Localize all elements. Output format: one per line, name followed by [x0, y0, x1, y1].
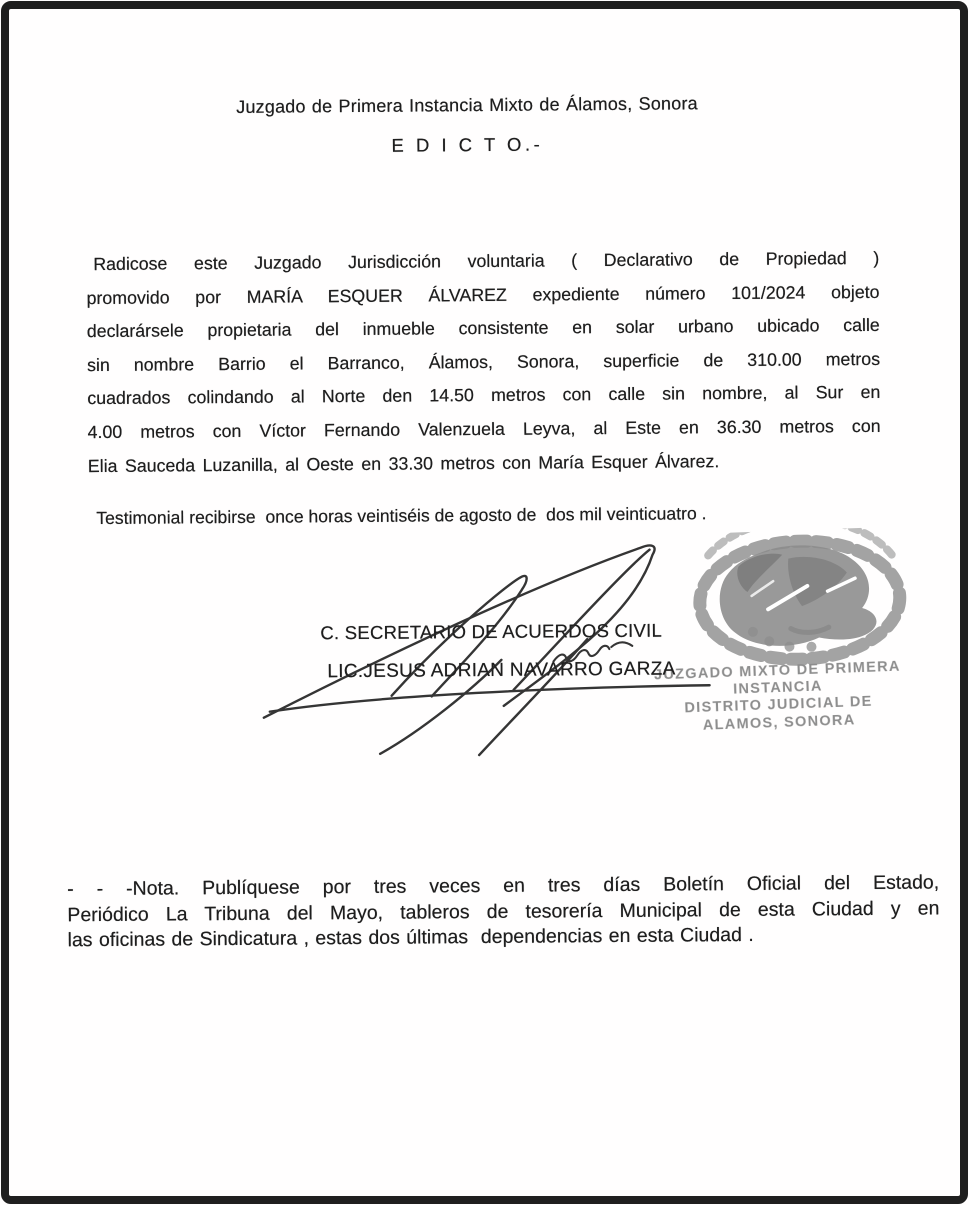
stamp-text-line: ALAMOS, SONORA [702, 711, 856, 734]
note-line: Periódico La Tribuna del Mayo, tableros de tesorería Municipal de esta Ciudad y en [67, 897, 940, 926]
stamp-text-line: DISTRITO JUDICIAL DE [684, 694, 873, 717]
note-line: - - -Nota. Publíquese por tres veces en tres días Boletín Oficial del Estado, [67, 871, 940, 901]
note-line: las oficinas de Sindicatura , estas dos últimas dependencias en esta Ciudad . [67, 924, 754, 952]
paragraph-line: 4.00 metros con Víctor Fernando Valenzuela Leyva, al Este en 36.30 metros con [87, 415, 881, 443]
court-title: Juzgado de Primera Instancia Mixto de Álamos, Sonora [236, 93, 698, 117]
paragraph-line: declarársele propietaria del inmueble consistente en solar urbano ubicado calle [86, 315, 880, 342]
secretary-name: LIC.JESUS ADRIAN NAVARRO GARZA [327, 658, 676, 683]
publication-note [67, 870, 940, 954]
paragraph-line: cuadrados colindando al Norte den 14.50 metros con calle sin nombre, al Sur en [87, 382, 881, 409]
signature-scribble [250, 518, 732, 772]
edicto-title: E D I C T O.- [391, 133, 544, 156]
stamp-text-line: JUZGADO MIXTO DE PRIMERA [653, 658, 901, 684]
stamp-text-line: INSTANCIA [732, 678, 823, 698]
paragraph-line: promovido por MARÍA ESQUER ÁLVAREZ expediente número 101/2024 objeto [86, 281, 880, 308]
paragraph-line: sin nombre Barrio el Barranco, Álamos, Sonora, superficie de 310.00 metros [86, 348, 881, 375]
main-paragraph [86, 242, 881, 483]
paragraph-line: Elia Sauceda Luzanilla, al Oeste en 33.30 metros con María Esquer Álvarez. [87, 450, 720, 476]
paragraph-line: Radicose este Juzgado Jurisdicción voluntaria ( Declarativo de Propiedad ) [93, 247, 880, 275]
testimonial-line: Testimonial recibirse once horas veintiséis de agosto de dos mil veinticuatro . [96, 503, 707, 529]
secretary-title: C. SECRETARIO DE ACUERDOS CIVIL [320, 619, 663, 644]
